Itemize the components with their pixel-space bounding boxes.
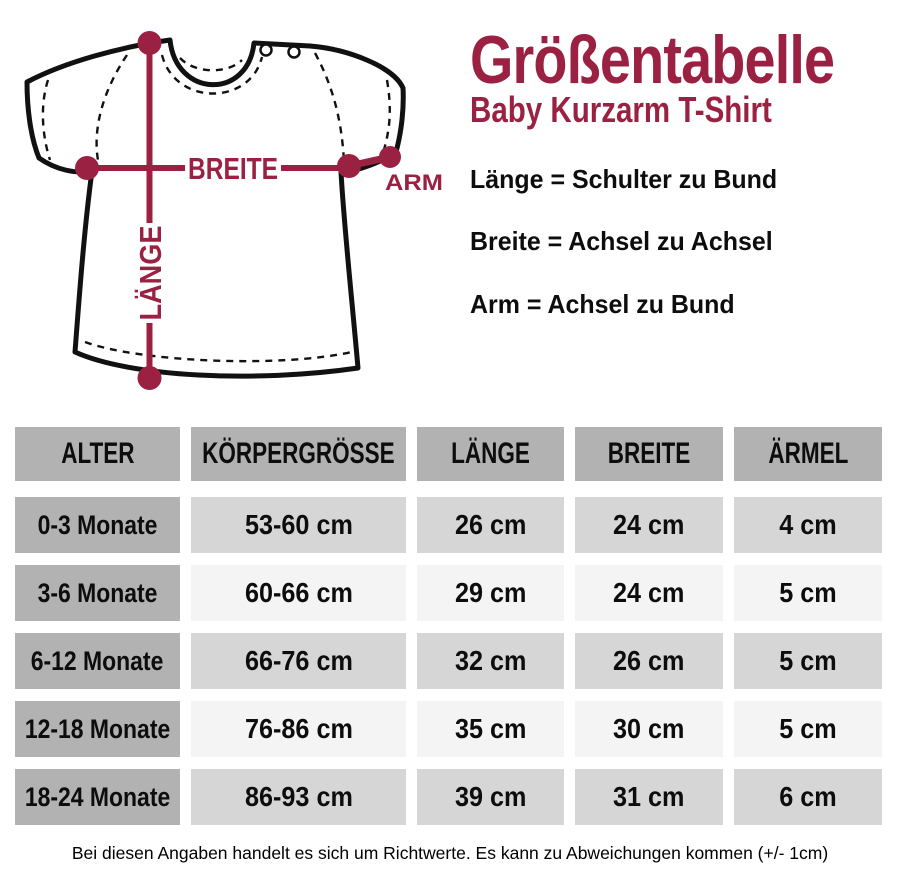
table-cell: 31 cm (575, 769, 723, 825)
arm-diagram-label: ARM (385, 170, 443, 195)
snap-button-icon (289, 47, 300, 58)
table-cell: 4 cm (734, 497, 882, 553)
table-header-aermel: ÄRMEL (734, 427, 882, 481)
row-label: 6-12 Monate (15, 633, 180, 689)
row-label: 3-6 Monate (15, 565, 180, 621)
table-cell: 26 cm (417, 497, 564, 553)
definition-laenge: Länge = Schulter zu Bund (470, 164, 778, 194)
table-cell: 86-93 cm (191, 769, 406, 825)
size-table (15, 427, 882, 837)
table-cell: 5 cm (734, 701, 882, 757)
page-subtitle: Baby Kurzarm T-Shirt (470, 89, 772, 130)
table-cell: 24 cm (575, 497, 723, 553)
row-label: 0-3 Monate (15, 497, 180, 553)
page-title: Größentabelle (470, 22, 835, 98)
table-header-breite: BREITE (575, 427, 723, 481)
table-header-koerpergroesse: KÖRPERGRÖSSE (191, 427, 406, 481)
breite-diagram-label: BREITE (188, 151, 278, 186)
table-cell: 53-60 cm (191, 497, 406, 553)
table-cell: 60-66 cm (191, 565, 406, 621)
table-row (15, 769, 882, 825)
table-row (15, 565, 882, 621)
table-cell: 35 cm (417, 701, 564, 757)
table-cell: 39 cm (417, 769, 564, 825)
table-cell: 5 cm (734, 633, 882, 689)
table-cell: 66-76 cm (191, 633, 406, 689)
table-cell: 30 cm (575, 701, 723, 757)
table-cell: 6 cm (734, 769, 882, 825)
table-cell: 76-86 cm (191, 701, 406, 757)
table-header-laenge: LÄNGE (417, 427, 564, 481)
footer-note: Bei diesen Angaben handelt es sich um Richtwerte. Es kann zu Abweichungen kommen (+/- 1cm) (71, 843, 829, 863)
table-cell: 5 cm (734, 565, 882, 621)
table-header-alter: ALTER (15, 427, 180, 481)
definition-breite: Breite = Achsel zu Achsel (470, 226, 773, 256)
table-row (15, 497, 882, 553)
row-label: 18-24 Monate (15, 769, 180, 825)
row-label: 12-18 Monate (15, 701, 180, 757)
tshirt-diagram (0, 0, 450, 400)
laenge-diagram-label: LÄNGE (133, 212, 168, 321)
table-cell: 24 cm (575, 565, 723, 621)
table-cell: 29 cm (417, 565, 564, 621)
snap-button-icon (261, 45, 272, 56)
table-header-row (15, 427, 882, 481)
tshirt-outline (27, 40, 403, 376)
table-row (15, 633, 882, 689)
table-cell: 32 cm (417, 633, 564, 689)
definition-arm: Arm = Achsel zu Bund (470, 289, 735, 319)
table-cell: 26 cm (575, 633, 723, 689)
table-row (15, 701, 882, 757)
